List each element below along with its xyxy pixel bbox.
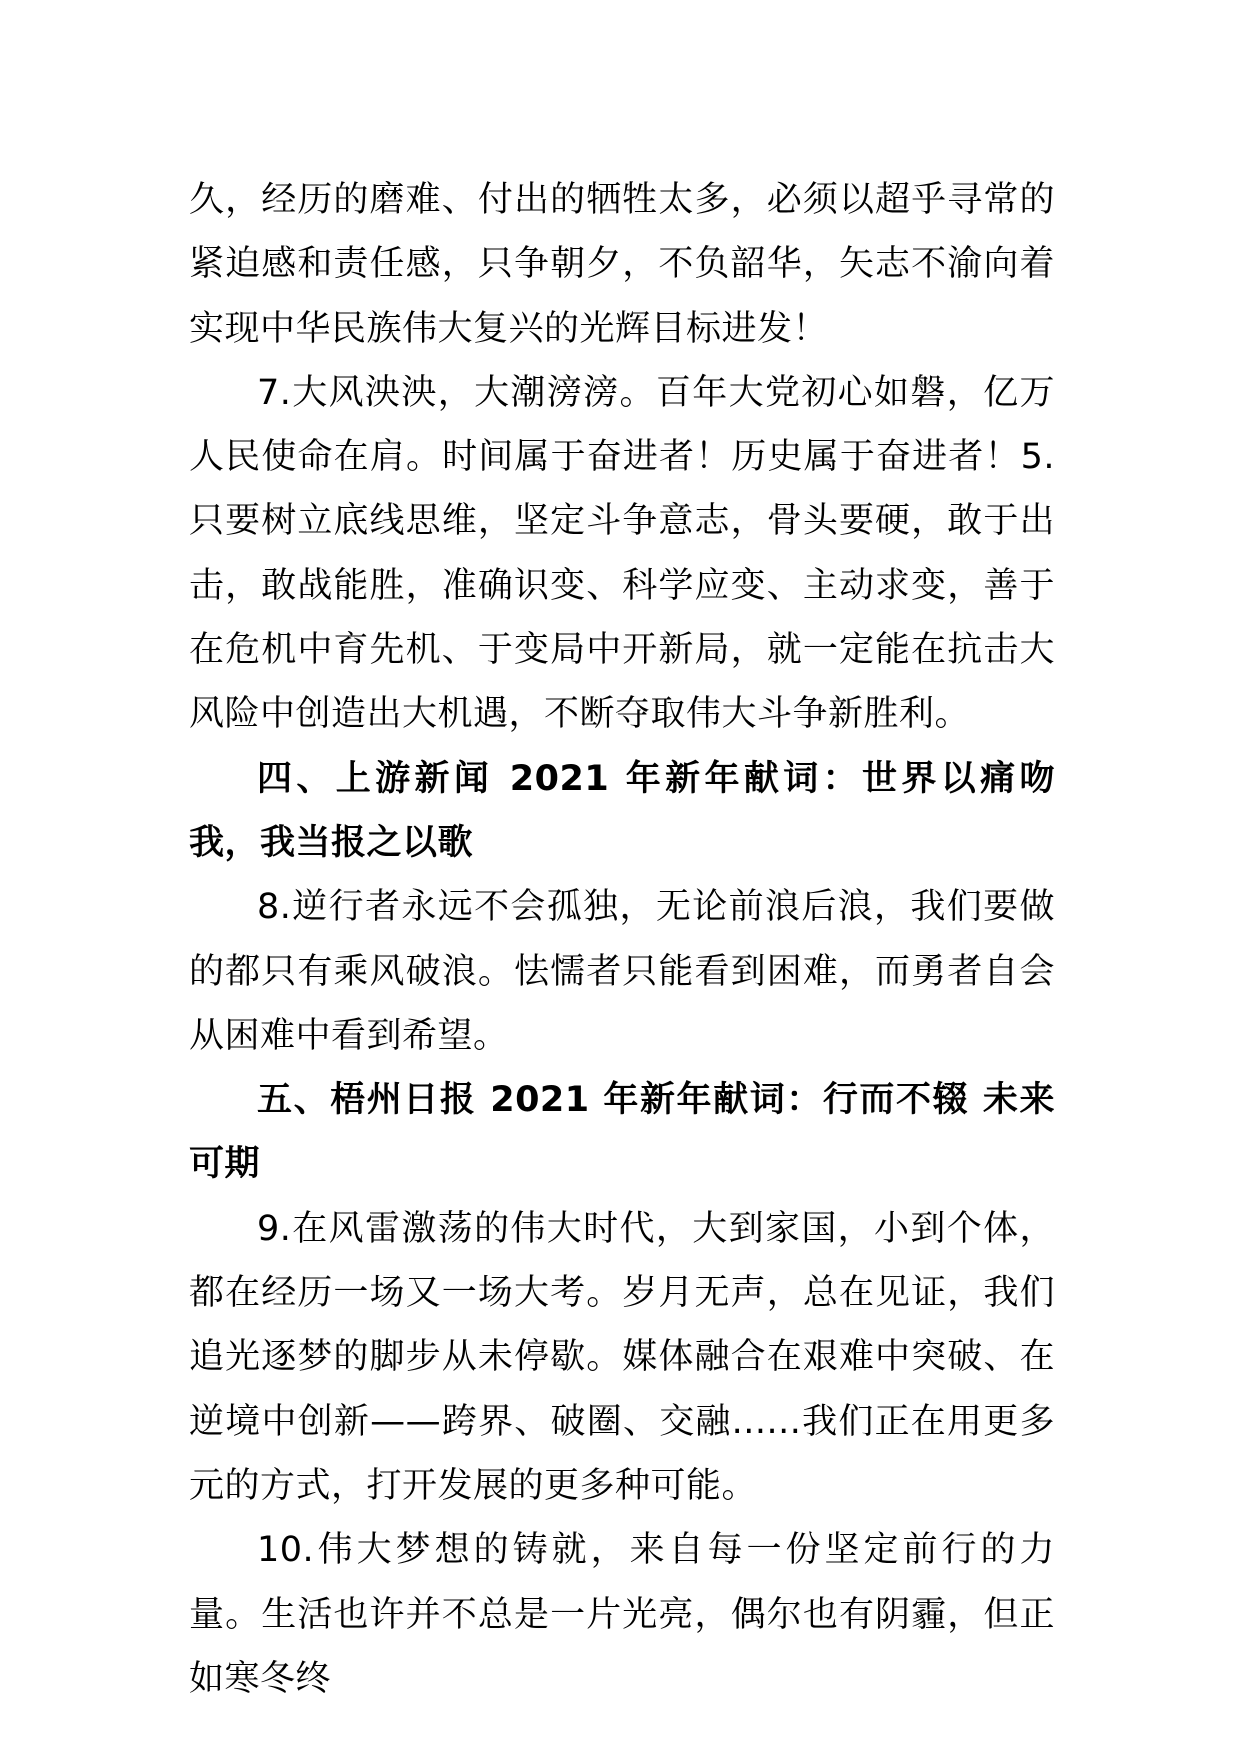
section-heading-5: 五、梧州日报 2021 年新年献词：行而不辍 未来可期	[189, 1080, 1055, 1185]
document-body	[189, 168, 1055, 1711]
paragraph-10: 10.伟大梦想的铸就，来自每一份坚定前行的力量。生活也许并不总是一片光亮，偶尔也有阴霾，但正如寒冬终	[189, 1530, 1055, 1699]
paragraph-8: 8.逆行者永远不会孤独，无论前浪后浪，我们要做的都只有乘风破浪。怯懦者只能看到困难，而勇者自会从困难中看到希望。	[189, 887, 1055, 1056]
paragraph-9: 9.在风雷激荡的伟大时代，大到家国，小到个体，都在经历一场又一场大考。岁月无声，总在见证，我们追光逐梦的脚步从未停歇。媒体融合在艰难中突破、在逆境中创新——跨界、破圈、交融......我们正在用更多元的方式，打开发展的更多种可能。	[189, 1208, 1055, 1506]
paragraph-continuation: 久，经历的磨难、付出的牺牲太多，必须以超乎寻常的紧迫感和责任感，只争朝夕，不负韶华，矢志不渝向着实现中华民族伟大复兴的光辉目标进发！	[189, 180, 1055, 349]
section-heading-4: 四、上游新闻 2021 年新年献词：世界以痛吻我，我当报之以歌	[189, 758, 1055, 863]
paragraph-7: 7.大风泱泱，大潮滂滂。百年大党初心如磐，亿万人民使命在肩。时间属于奋进者！历史属于奋进者！5.只要树立底线思维，坚定斗争意志，骨头要硬，敢于出击，敢战能胜，准确识变、科学应变、主动求变，善于在危机中育先机、于变局中开新局，就一定能在抗击大风险中创造出大机遇，不断夺取伟大斗争新胜利。	[189, 372, 1055, 735]
